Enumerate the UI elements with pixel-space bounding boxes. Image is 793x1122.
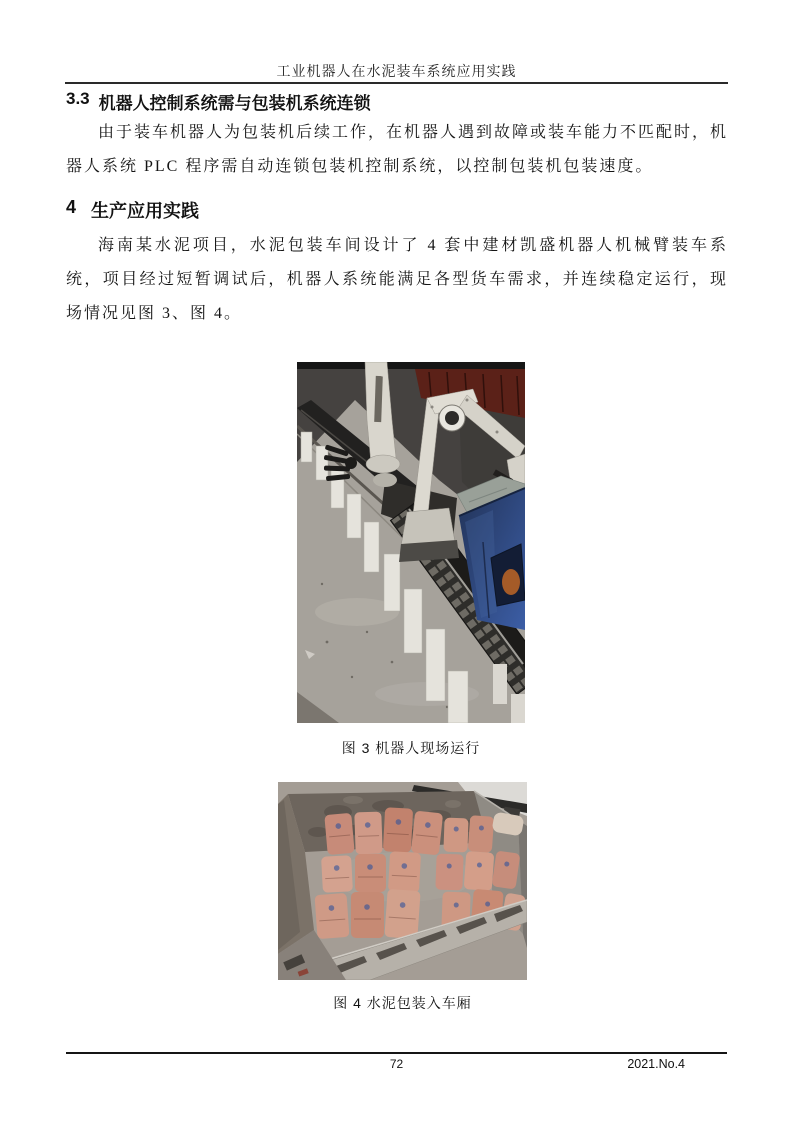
figure-4-photo bbox=[278, 782, 527, 980]
figure-3-caption: 图 3 机器人现场运行 bbox=[341, 740, 481, 756]
running-title: 工业机器人在水泥装车系统应用实践 bbox=[276, 65, 517, 80]
journal-issue: 2021.No.4 bbox=[627, 1057, 685, 1071]
figure-3-illustration bbox=[297, 362, 525, 723]
figure-3-photo bbox=[297, 362, 525, 723]
section-4-heading bbox=[66, 197, 199, 223]
section-3-3-title: 机器人控制系统需与包装机系统连锁 bbox=[98, 94, 371, 113]
header-rule bbox=[65, 82, 728, 84]
section-4-paragraph: 海南某水泥项目，水泥包装车间设计了 4 套中建材凯盛机器人机械臂装车系统，项目经过短暂调试后，机器人系统能满足各型货车需求，并连续稳定运行，现场情况见图 3、图 4。 bbox=[66, 237, 728, 322]
page-number: 72 bbox=[389, 1057, 404, 1071]
section-3-3-number: 3.3 bbox=[66, 89, 90, 108]
section-4-title: 生产应用实践 bbox=[91, 201, 200, 221]
section-3-3-heading bbox=[66, 89, 371, 114]
section-3-3-paragraph: 由于装车机器人为包装机后续工作，在机器人遇到故障或装车能力不匹配时，机器人系统 PLC 程序需自动连锁包装机控制系统，以控制包装机包装速度。 bbox=[66, 124, 729, 175]
figure-4-caption: 图 4 水泥包装入车厢 bbox=[333, 995, 472, 1011]
footer-rule bbox=[66, 1052, 727, 1054]
section-4-number: 4 bbox=[66, 197, 77, 217]
figure-4-illustration bbox=[278, 782, 527, 980]
